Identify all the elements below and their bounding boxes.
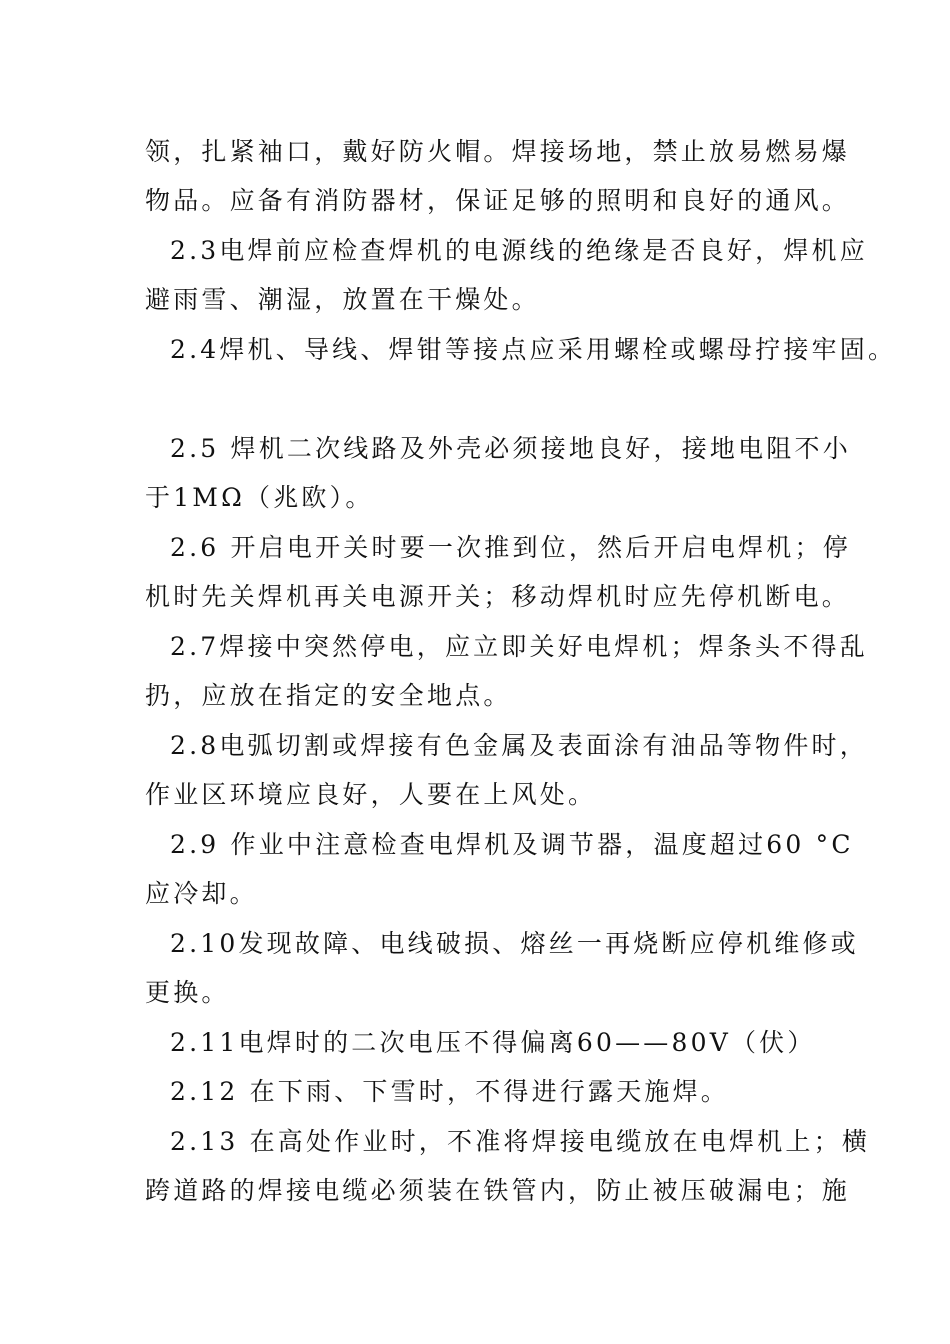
- text-line: 2.6 开启电开关时要一次推到位，然后开启电焊机；停: [170, 533, 851, 562]
- text-line: 跨道路的焊接电缆必须装在铁管内，防止被压破漏电；施: [145, 1176, 851, 1205]
- text-line: 2.13 在高处作业时，不准将焊接电缆放在电焊机上；横: [170, 1127, 871, 1156]
- text-line: 扔，应放在指定的安全地点。: [145, 681, 512, 710]
- text-line: 更换。: [145, 978, 230, 1007]
- text-line: 于1MΩ（兆欧）。: [145, 483, 374, 512]
- text-line: 2.4焊机、导线、焊钳等接点应采用螺栓或螺母拧接牢固。: [170, 335, 897, 364]
- text-line: 2.8电弧切割或焊接有色金属及表面涂有油品等物件时，: [170, 731, 868, 760]
- text-line: 2.12 在下雨、下雪时，不得进行露天施焊。: [170, 1077, 730, 1106]
- text-line: 2.9 作业中注意检查电焊机及调节器，温度超过60 °C: [170, 830, 854, 859]
- text-line: 2.5 焊机二次线路及外壳必须接地良好，接地电阻不小: [170, 434, 851, 463]
- text-line: 作业区环境应良好，人要在上风处。: [145, 780, 597, 809]
- text-line: 应冷却。: [145, 879, 258, 908]
- text-line: 2.10发现故障、电线破损、熔丝一再烧断应停机维修或: [170, 929, 859, 958]
- text-line: 2.11电焊时的二次电压不得偏离60——80V（伏）: [170, 1028, 816, 1057]
- text-line: 机时先关焊机再关电源开关；移动焊机时应先停机断电。: [145, 582, 851, 611]
- text-line: 物品。应备有消防器材，保证足够的照明和良好的通风。: [145, 186, 851, 215]
- text-line: 避雨雪、潮湿，放置在干燥处。: [145, 285, 540, 314]
- text-line: 2.3电焊前应检查焊机的电源线的绝缘是否良好，焊机应: [170, 236, 868, 265]
- text-line: 领，扎紧袖口，戴好防火帽。焊接场地，禁止放易燃易爆: [145, 137, 851, 166]
- text-line: 2.7焊接中突然停电，应立即关好电焊机；焊条头不得乱: [170, 632, 868, 661]
